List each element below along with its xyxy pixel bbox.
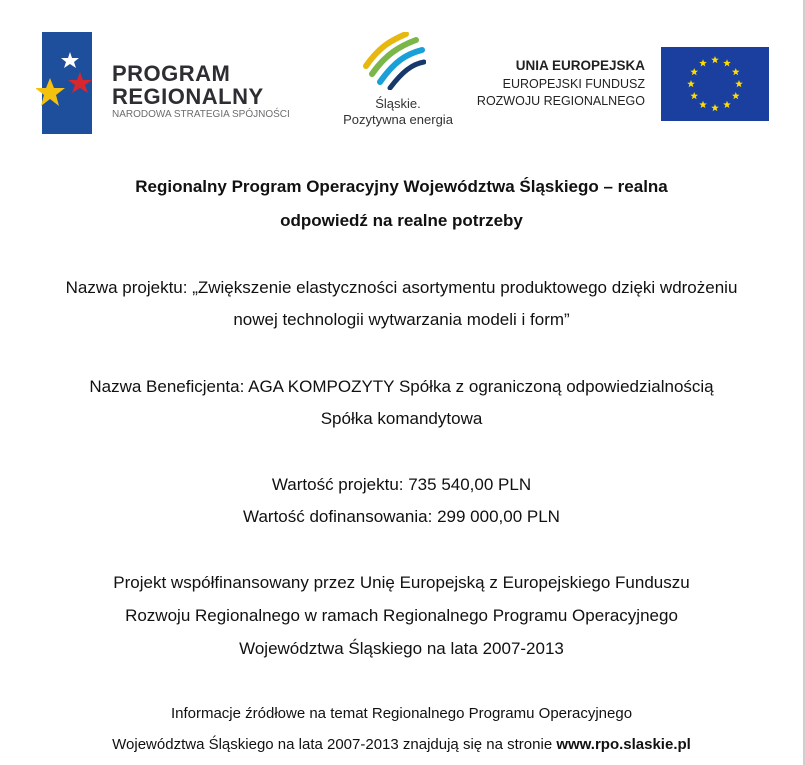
slaskie-logo (328, 30, 468, 130)
info-line2 (0, 736, 803, 753)
cofinancing-line2: Rozwoju Regionalnego w ramach Regionalnego Programu Operacyjnego (125, 606, 678, 625)
slaskie-waves-icon (362, 32, 426, 90)
pr-title-line1: PROGRAM (112, 61, 231, 86)
eu-logo (470, 47, 770, 123)
slaskie-tagline: Pozytywna energia (343, 112, 453, 127)
program-regionalny-star-icon (36, 32, 96, 136)
pr-subtitle: NARODOWA STRATEGIA SPÓJNOŚCI (112, 109, 290, 120)
funding-value: Wartość dofinansowania: 299 000,00 PLN (243, 507, 560, 526)
cofinancing-line1: Projekt współfinansowany przez Unię Europejską z Europejskiego Funduszu (113, 573, 690, 592)
eu-flag-icon (661, 47, 769, 121)
beneficiary-line1: Nazwa Beneficjenta: AGA KOMPOZYTY Spółka z ograniczoną odpowiedzialnością (89, 377, 714, 396)
project-name-line1: Nazwa projektu: „Zwiększenie elastyczności asortymentu produktowego dzięki wdrożeniu (65, 278, 738, 297)
info-line1: Informacje źródłowe na temat Regionalnego Programu Operacyjnego (170, 705, 633, 722)
project-value: Wartość projektu: 735 540,00 PLN (271, 475, 532, 494)
heading-line2: odpowiedź na realne potrzeby (280, 211, 523, 230)
slaskie-name: Śląskie. (375, 96, 421, 111)
project-name-line2: nowej technologii wytwarzania modeli i form” (233, 310, 570, 329)
pr-title (112, 62, 264, 108)
heading-line1: Regionalny Program Operacyjny Województwa Śląskiego – realna (135, 177, 668, 196)
pr-title-line2: REGIONALNY (112, 84, 264, 109)
cofinancing-line3: Województwa Śląskiego na lata 2007-2013 (239, 639, 564, 658)
beneficiary-line2: Spółka komandytowa (320, 409, 483, 428)
eu-title: UNIA EUROPEJSKA (515, 58, 645, 73)
eu-fund-line1: EUROPEJSKI FUNDUSZ (502, 77, 645, 91)
program-regionalny-logo (36, 32, 311, 140)
rpo-website-link[interactable]: www.rpo.slaskie.pl (556, 736, 691, 753)
info-line2-text: Województwa Śląskiego na lata 2007-2013 znajdują się na stronie (112, 736, 557, 753)
eu-fund-line2: ROZWOJU REGIONALNEGO (476, 94, 645, 108)
